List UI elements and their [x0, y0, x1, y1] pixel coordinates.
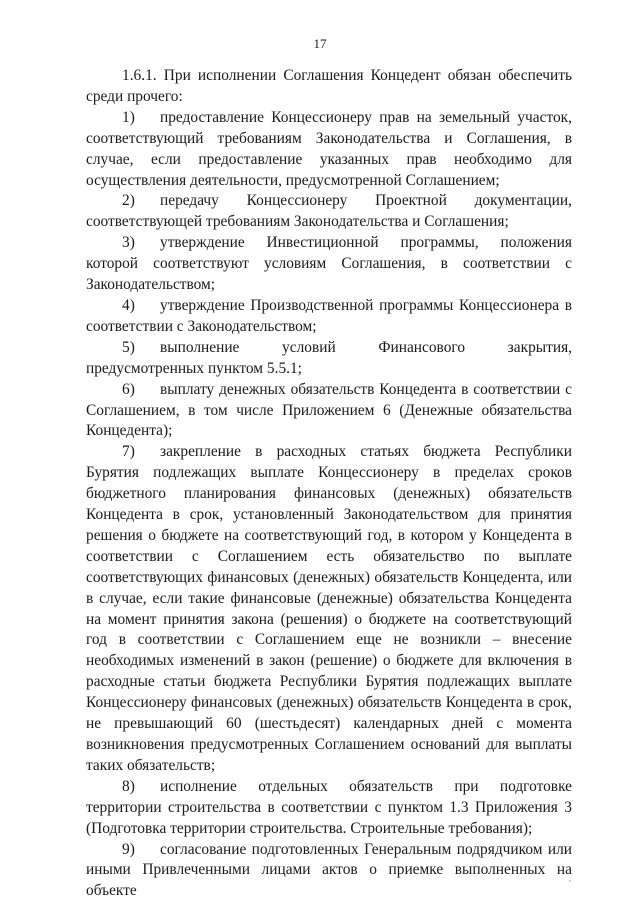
item-text: выплату денежных обязательств Концедента в соответствии с Соглашением, в том числе Приложением 6 (Денежные обязательства Концедента);	[86, 380, 572, 440]
item-text: утверждение Производственной программы Концессионера в соответствии с Законодательством;	[86, 296, 572, 335]
item-text: утверждение Инвестиционной программы, положения которой соответствуют условиям Соглашения, в соответствии с Законодательством;	[86, 234, 572, 294]
item-text: закрепление в расходных статьях бюджета Республики Бурятия подлежащих выплате Концессионеру в пределах сроков бюджетного планирования финансовых (денежных) обязательств Концедента в срок, установленный Законодательством для принятия решения о бюджете на соответствующий год, в котором у Концедента в соответствии с Соглашением есть обязательство по выплате соответствующих финансовых (денежных) обязательств Концедента, или в случае, если такие финансовые (денежные) обязательства Концедента на момент принятия закона (решения) о бюджете на соответствующий год в соответствии с Соглашением еще не возникли – внесение необходимых изменений в закон (решение) о бюджете для включения в расходные статьи бюджета Республики Бурятия подлежащих выплате Концессионеру финансовых (денежных) обязательств Концедента в срок, не превышающий 60 (шестьдесят) календарных дней с момента возникновения предусмотренных Соглашением оснований для выплаты таких обязательств;	[86, 443, 572, 774]
list-item	[86, 840, 572, 903]
item-text: исполнение отдельных обязательств при подготовке территории строительства в соответствии с пунктом 1.3 Приложения 3 (Подготовка территории строительства. Строительные требования);	[86, 777, 572, 837]
list-item	[86, 296, 572, 338]
item-number: 7)	[122, 443, 135, 461]
item-number: 3)	[122, 234, 135, 252]
item-number: 5)	[122, 338, 135, 356]
item-number: 1)	[122, 108, 135, 126]
item-number: 8)	[122, 777, 135, 795]
item-text: передачу Концессионеру Проектной документации, соответствующей требованиям Законодательства и Соглашения;	[86, 192, 572, 231]
document-body	[86, 66, 572, 902]
item-number: 2)	[122, 192, 135, 210]
list-item	[86, 108, 572, 192]
list-item	[86, 442, 572, 777]
scan-mark	[569, 880, 571, 882]
item-text: согласование подготовленных Генеральным подрядчиком или иными Привлеченными лицами актов о приемке выполненных на объекте	[86, 840, 572, 900]
list-item	[86, 191, 572, 233]
item-number: 6)	[122, 380, 135, 398]
page-number: 17	[313, 36, 327, 51]
list-item	[86, 777, 572, 840]
item-number: 4)	[122, 296, 135, 314]
item-number: 9)	[122, 840, 135, 858]
item-text: выполнение условий Финансового закрытия, предусмотренных пунктом 5.5.1;	[86, 338, 572, 377]
intro-paragraph: 1.6.1. При исполнении Соглашения Концедент обязан обеспечить среди прочего:	[86, 67, 572, 105]
list-item	[86, 380, 572, 443]
list-item	[86, 338, 572, 380]
list-item	[86, 233, 572, 296]
item-text: предоставление Концессионеру прав на земельный участок, соответствующий требованиям Законодательства и Соглашения, в случае, если предоставление указанных прав необходимо для осуществления деятельности, предусмотренной Соглашением;	[86, 108, 572, 189]
